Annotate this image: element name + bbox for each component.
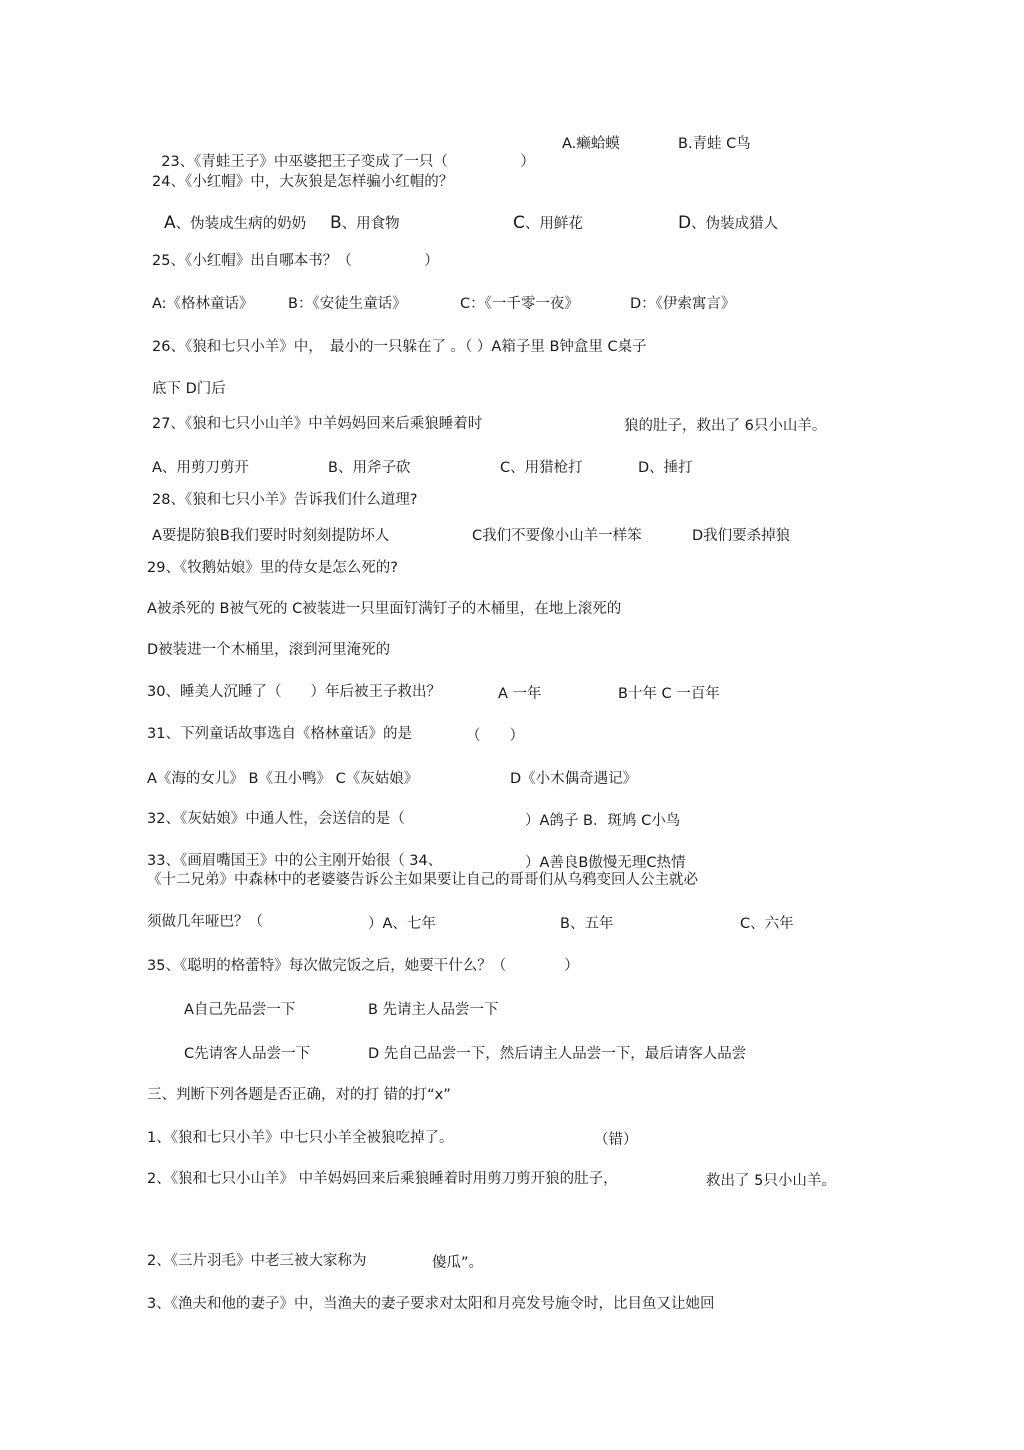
option-25-b: B：《安徒生童话》 xyxy=(288,296,407,312)
option-30-bc: B十年 C 一百年 xyxy=(618,686,720,702)
question-24: 24、《小红帽》中，大灰狼是怎样骗小红帽的？ xyxy=(152,174,454,190)
option-25-c: C：《一千零一夜》 xyxy=(460,296,579,312)
question-23 xyxy=(152,132,535,172)
judgement-2-tail: 救出了 5只小山羊。 xyxy=(706,1173,836,1189)
judgement-2b-tail: 傻瓜”。 xyxy=(432,1255,484,1271)
question-27-tail: 狼的肚子，救出了 6只小山羊。 xyxy=(624,418,827,434)
option-24-d-text: 、伪装成猎人 xyxy=(691,216,779,232)
option-28-d: D我们要杀掉狼 xyxy=(692,528,791,544)
question-34-continuation: 须做几年哑巴？（ xyxy=(147,914,263,930)
section-3-title: 三、判断下列各题是否正确，对的打 错的打“x” xyxy=(147,1087,451,1103)
option-27-b: B、用斧子砍 xyxy=(328,460,411,476)
question-33-options: ）A善良B傲慢无理C热情 xyxy=(525,855,686,871)
option-35-b: B 先请主人品尝一下 xyxy=(368,1002,499,1018)
judgement-3: 3、《渔夫和他的妻子》中，当渔夫的妻子要求对太阳和月亮发号施令时，比目鱼又让她回 xyxy=(147,1296,715,1312)
option-24-c-text: 、用鲜花 xyxy=(524,216,583,232)
question-32: 32、《灰姑娘》中通人性，会送信的是（ xyxy=(147,811,405,827)
question-28: 28、《狼和七只小羊》告诉我们什么道理? xyxy=(152,492,418,508)
option-24-b xyxy=(330,212,400,233)
option-28-ab: A要提防狼B我们要时时刻刻提防坏人 xyxy=(152,528,390,544)
option-28-c: C我们不要像小山羊一样笨 xyxy=(472,528,642,544)
option-24-a-text: 、伪装成生病的奶奶 xyxy=(175,216,307,232)
question-33: 33、《画眉嘴国王》中的公主刚开始很（ 34、 xyxy=(147,853,443,869)
option-31-abc: A《海的女儿》 B《丑小鸭》 C《灰姑娘》 xyxy=(147,771,419,787)
option-35-a: A自己先品尝一下 xyxy=(184,1002,296,1018)
option-27-d: D、捶打 xyxy=(638,460,693,476)
question-31-paren: （ ） xyxy=(466,728,524,744)
option-24-d xyxy=(678,212,778,233)
option-25-d: D：《伊索寓言》 xyxy=(630,296,736,312)
judgement-1-answer: （错） xyxy=(594,1132,638,1148)
option-27-c: C、用猎枪打 xyxy=(500,460,583,476)
question-34: 《十二兄弟》中森林中的老婆婆告诉公主如果要让自己的哥哥们从乌鸦变回人公主就必 xyxy=(147,872,698,888)
question-29: 29、《牧鹅姑娘》里的侍女是怎么死的? xyxy=(147,560,398,576)
option-29-d: D被装进一个木桶里，滚到河里淹死的 xyxy=(147,642,391,658)
question-31: 31、下列童话故事选自《格林童话》的是 xyxy=(147,726,412,742)
question-35: 35、《聪明的格蕾特》每次做完饭之后，她要干什么？（ ） xyxy=(147,958,579,974)
option-24-c xyxy=(513,212,583,233)
option-34-b: B、五年 xyxy=(560,916,614,932)
question-30: 30、睡美人沉睡了（ ）年后被王子救出？ xyxy=(147,684,441,700)
option-29-abc: A被杀死的 B被气死的 C被装进一只里面钉满钉子的木桶里，在地上滚死的 xyxy=(147,601,622,617)
option-35-d: D 先自己品尝一下，然后请主人品尝一下，最后请客人品尝 xyxy=(368,1046,747,1062)
option-30-a: A 一年 xyxy=(498,686,542,702)
option-25-a: A:《格林童话》 xyxy=(152,296,254,312)
question-23-text: 23、《青蛙王子》中巫婆把王子变成了一只（ ） xyxy=(161,154,535,170)
option-31-d: D《小木偶奇遇记》 xyxy=(510,771,638,787)
question-26: 26、《狼和七只小羊》中， 最小的一只躲在了 。（ ）A箱子里 B钟盒里 C桌子 xyxy=(152,339,647,355)
option-24-a xyxy=(164,212,306,233)
option-34-c: C、六年 xyxy=(740,916,794,932)
judgement-2b: 2、《三片羽毛》中老三被大家称为 xyxy=(147,1253,367,1269)
option-23-a: A.癞蛤蟆 xyxy=(562,136,620,152)
question-26-continuation: 底下 D门后 xyxy=(152,381,226,397)
question-27: 27、《狼和七只小山羊》中羊妈妈回来后乘狼睡着时 xyxy=(152,416,483,432)
option-24-b-letter: B xyxy=(330,213,342,233)
option-24-d-letter: D xyxy=(678,213,692,233)
option-34-a: ）A、七年 xyxy=(368,916,436,932)
judgement-1: 1、《狼和七只小羊》中七只小羊全被狼吃掉了。 xyxy=(147,1130,454,1146)
option-24-b-text: 、用食物 xyxy=(341,216,400,232)
option-24-c-letter: C xyxy=(513,213,525,233)
question-25: 25、《小红帽》出自哪本书？（ ） xyxy=(152,253,439,269)
option-24-a-letter: A xyxy=(164,213,176,233)
judgement-2: 2、《狼和七只小山羊》 中羊妈妈回来后乘狼睡着时用剪刀剪开狼的肚子， xyxy=(147,1171,618,1187)
option-35-c: C先请客人品尝一下 xyxy=(184,1046,311,1062)
option-27-a: A、用剪刀剪开 xyxy=(152,460,249,476)
question-32-options: ）A鸽子 B．斑鸠 C小鸟 xyxy=(525,813,681,829)
option-23-bc: B.青蛙 C鸟 xyxy=(678,136,751,152)
